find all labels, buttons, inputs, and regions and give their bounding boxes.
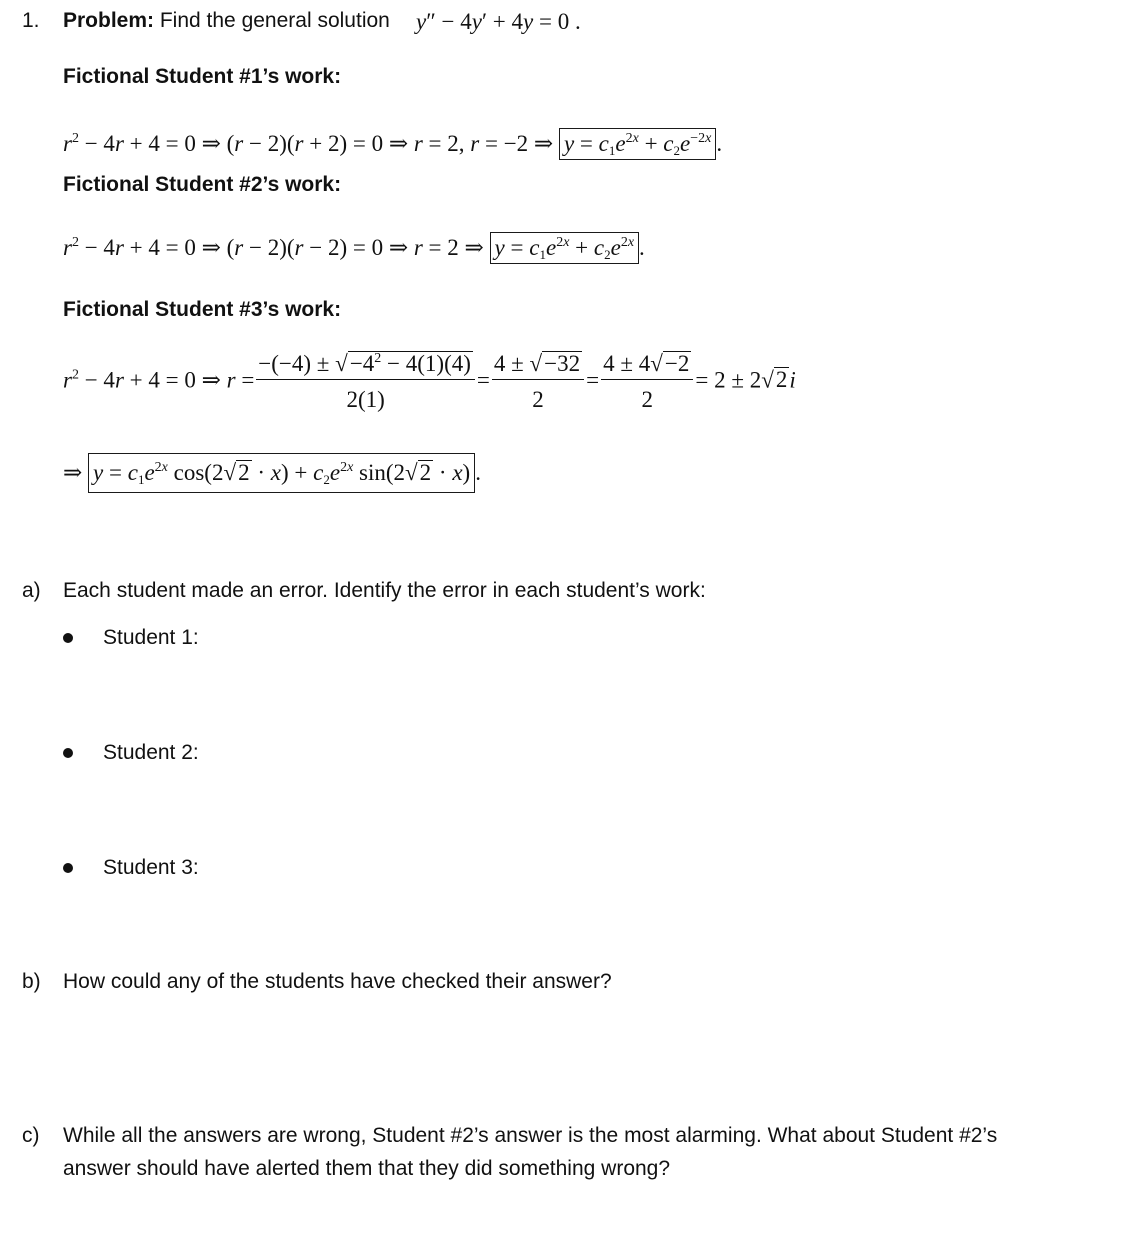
part-a-question: Each student made an error. Identify the error in each student’s work:	[63, 579, 706, 602]
fraction-simplified-2: $\frac{4 \pm 4√-2}{2}$	[601, 350, 693, 414]
bullet-icon	[63, 633, 73, 643]
part-a-item-student3: Student 3:	[103, 856, 199, 879]
student3-answer-line: ⇒ $y = c_1e^{2x}$ $\cos(2√2 \cdot x) + c_2e^{2x}$ sin(2√2 · x) .	[63, 453, 481, 493]
part-c-question-line2: answer should have alerted them that they did something wrong?	[63, 1157, 671, 1180]
part-a-item-student1: Student 1:	[103, 626, 199, 649]
problem-text: Find the general solution	[159, 9, 390, 32]
student3-work: $r^2 - 4r + 4 = 0$ ⇒ r = $\frac{-(-4) \pm √-4^2 - 4(1)(4)}{2(1)}$ = $\frac{4 \pm √-32}{2}$ = $\frac{4 \pm 4√-2}{2}$ = 2 ± 2√2i	[63, 351, 796, 412]
part-c-question-line1: While all the answers are wrong, Student #2’s answer is the most alarming. What about Student #2’s	[63, 1124, 998, 1147]
part-a-item-student2: Student 2:	[103, 741, 199, 764]
problem-equation: y″ − 4y′ + 4y = 0 .	[416, 9, 581, 34]
student2-heading: Fictional Student #2’s work:	[63, 173, 342, 196]
student3-heading: Fictional Student #3’s work:	[63, 298, 342, 321]
part-b-label: b)	[22, 970, 41, 993]
student1-work: $r^2 - 4r + 4 = 0$ ⇒ (r − 2)(r + 2) = 0 ⇒ r = 2, r = −2 ⇒ $y = c_1e^{2x} + c_2e^{-2x}$ .	[63, 128, 722, 160]
part-c-label: c)	[22, 1124, 40, 1147]
student1-answer: $y = c_1e^{2x} + c_2e^{-2x}$	[559, 128, 716, 160]
bullet-icon	[63, 748, 73, 758]
problem-label: Problem:	[63, 9, 155, 32]
bullet-icon	[63, 863, 73, 873]
problem-number: 1.	[22, 9, 40, 32]
student1-heading: Fictional Student #1’s work:	[63, 65, 342, 88]
part-a-label: a)	[22, 579, 41, 602]
fraction-quadratic-formula: $\frac{-(-4) \pm √-4^2 - 4(1)(4)}{2(1)}$	[256, 350, 475, 414]
problem-statement	[63, 8, 390, 34]
student2-work: $r^2 - 4r + 4 = 0$ ⇒ (r − 2)(r − 2) = 0 ⇒ r = 2 ⇒ $y = c_1e^{2x} + c_2e^{2x}$ .	[63, 232, 645, 264]
student2-answer: $y = c_1e^{2x} + c_2e^{2x}$	[490, 232, 640, 264]
fraction-simplified-1: $\frac{4 \pm √-32}{2}$	[492, 350, 584, 414]
student3-answer: $y = c_1e^{2x}$ $\cos(2√2 \cdot x) + c_2e^{2x}$ sin(2√2 · x)	[88, 453, 475, 493]
part-b-question: How could any of the students have checked their answer?	[63, 970, 612, 993]
